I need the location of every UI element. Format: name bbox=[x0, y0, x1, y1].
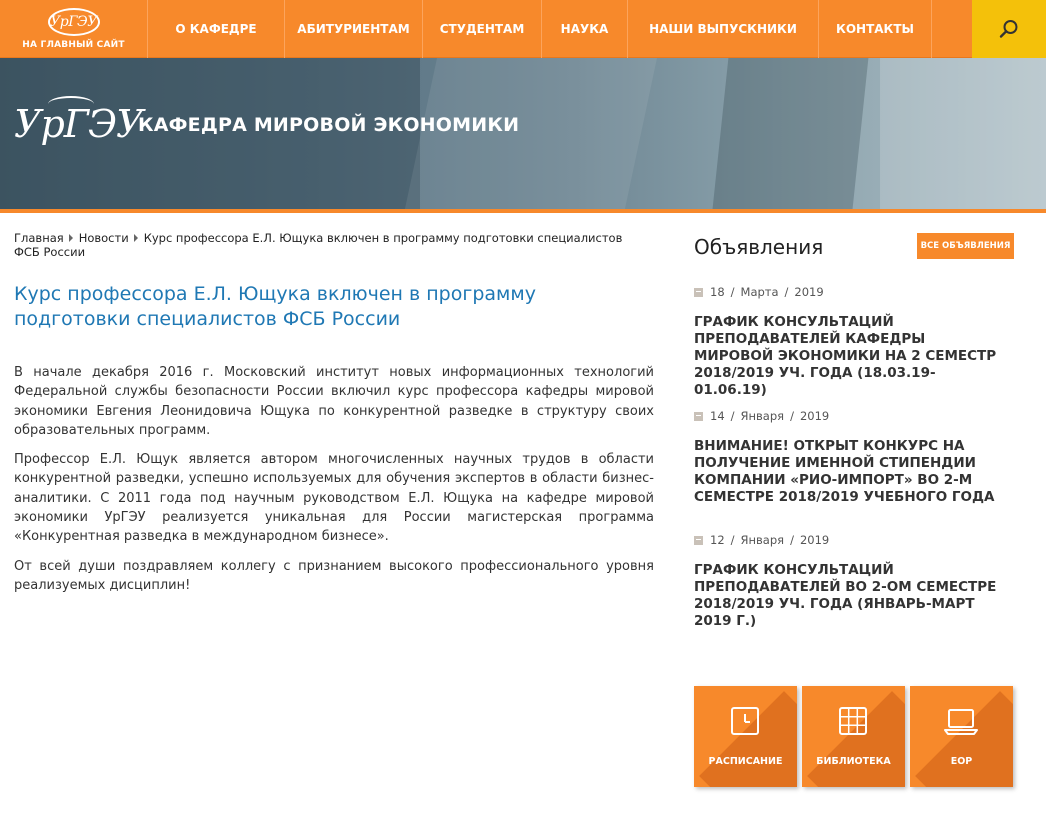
calendar-icon bbox=[694, 412, 703, 421]
nav-item-contacts[interactable]: КОНТАКТЫ bbox=[819, 0, 932, 58]
date-year: 2019 bbox=[799, 409, 830, 423]
date-month: Марта bbox=[740, 285, 779, 299]
announcement-item bbox=[694, 284, 1004, 399]
tile-library[interactable] bbox=[802, 686, 905, 787]
tile-label: ЕОР bbox=[950, 756, 973, 767]
calendar-icon bbox=[694, 288, 703, 297]
nav-item-students[interactable]: СТУДЕНТАМ bbox=[423, 0, 542, 58]
article-title: Курс профессора Е.Л. Ющука включен в программу подготовки специалистов ФСБ России bbox=[14, 283, 536, 330]
announcement-item bbox=[694, 532, 1004, 630]
chevron-right-icon bbox=[134, 234, 138, 242]
tile-eor[interactable] bbox=[910, 686, 1013, 787]
urgeu-logo: УрГЭУ bbox=[48, 8, 100, 36]
calendar-icon bbox=[694, 536, 703, 545]
article-paragraph: От всей души поздравляем коллегу с признанием высокого профессионального уровня реализуемых дисциплин! bbox=[14, 558, 654, 593]
date-year: 2019 bbox=[794, 285, 824, 299]
nav-item-alumni[interactable]: НАШИ ВЫПУСКНИКИ bbox=[628, 0, 819, 58]
announcement-title[interactable]: ВНИМАНИЕ! ОТКРЫТ КОНКУРС НА ПОЛУЧЕНИЕ ИМЕННОЙ СТИПЕНДИИ КОМПАНИИ «РИО-ИМПОРТ» ВО 2-М СЕМЕСТРЕ 2018/2019 УЧЕБНОГО ГОДА bbox=[694, 438, 995, 505]
date-month: Января bbox=[740, 533, 785, 547]
search-button[interactable] bbox=[972, 0, 1046, 58]
breadcrumb bbox=[14, 231, 644, 259]
main-site-link[interactable] bbox=[0, 0, 148, 58]
date-day: 12 bbox=[710, 533, 725, 547]
announcement-title[interactable]: ГРАФИК КОНСУЛЬТАЦИЙ ПРЕПОДАВАТЕЛЕЙ КАФЕДРЫ МИРОВОЙ ЭКОНОМИКИ НА 2 СЕМЕСТР 2018/2019 УЧ. ГОДА (18.03.19-01.06.19) bbox=[694, 314, 997, 398]
nav-item-applicants[interactable]: АБИТУРИЕНТАМ bbox=[285, 0, 423, 58]
breadcrumb-home[interactable]: Главная bbox=[14, 231, 64, 245]
top-nav bbox=[0, 0, 1046, 58]
nav-item-about[interactable]: О КАФЕДРЕ bbox=[148, 0, 285, 58]
article-paragraph: Профессор Е.Л. Ющук является автором многочисленных научных трудов в области конкурентной разведки, успешно используемых для обучения экспертов в области бизнес-аналитики. С 2011 года под научным руководством Е.Л. Ющука на кафедре мировой экономики УрГЭУ реализуется уникальная для России магистерская программа «Конкурентная разведка в международном бизнесе». bbox=[14, 452, 654, 545]
search-icon bbox=[998, 18, 1020, 40]
announcement-title[interactable]: ГРАФИК КОНСУЛЬТАЦИЙ ПРЕПОДАВАТЕЛЕЙ ВО 2-ОМ СЕМЕСТРЕ 2018/2019 УЧ. ГОДА (ЯНВАРЬ-МАРТ 2019 Г.) bbox=[694, 562, 997, 629]
date-day: 14 bbox=[710, 409, 725, 423]
announcements-heading: Объявления bbox=[694, 235, 824, 259]
announcement-item bbox=[694, 408, 1004, 506]
tile-label: БИБЛИОТЕКА bbox=[816, 756, 891, 767]
article-body bbox=[14, 363, 654, 605]
date-month: Января bbox=[740, 409, 785, 423]
grid-icon bbox=[838, 706, 868, 736]
breadcrumb-current: Курс профессора Е.Л. Ющука включен в программу подготовки специалистов ФСБ России bbox=[14, 231, 623, 259]
clock-icon bbox=[730, 706, 760, 736]
date-year: 2019 bbox=[799, 533, 830, 547]
breadcrumb-news[interactable]: Новости bbox=[78, 231, 129, 245]
all-announcements-button[interactable]: ВСЕ ОБЪЯВЛЕНИЯ bbox=[917, 233, 1014, 259]
laptop-icon bbox=[944, 706, 978, 736]
tile-schedule[interactable] bbox=[694, 686, 797, 787]
article-paragraph: В начале декабря 2016 г. Московский институт новых информационных технологий Федеральной службы безопасности России включил курс профессора кафедры мировой экономики Евгения Леонидовича Ющука по конкурентной разведке в структуру своих образовательных программ. bbox=[14, 365, 654, 438]
department-title: КАФЕДРА МИРОВОЙ ЭКОНОМИКИ bbox=[138, 114, 520, 136]
hero-logo-text: УрГЭУ bbox=[14, 102, 143, 146]
announcement-date: 14 / Января / 2019 bbox=[694, 408, 1004, 424]
announcement-date: 18 / Марта / 2019 bbox=[694, 284, 1004, 300]
nav-item-science[interactable]: НАУКА bbox=[542, 0, 628, 58]
hero-logo[interactable] bbox=[14, 102, 142, 146]
divider bbox=[0, 209, 1046, 213]
hero-banner bbox=[0, 58, 1046, 209]
date-day: 18 bbox=[710, 285, 725, 299]
main-site-label: НА ГЛАВНЫЙ САЙТ bbox=[22, 40, 125, 50]
chevron-right-icon bbox=[69, 234, 73, 242]
tile-label: РАСПИСАНИЕ bbox=[708, 756, 783, 767]
announcement-date: 12 / Января / 2019 bbox=[694, 532, 1004, 548]
